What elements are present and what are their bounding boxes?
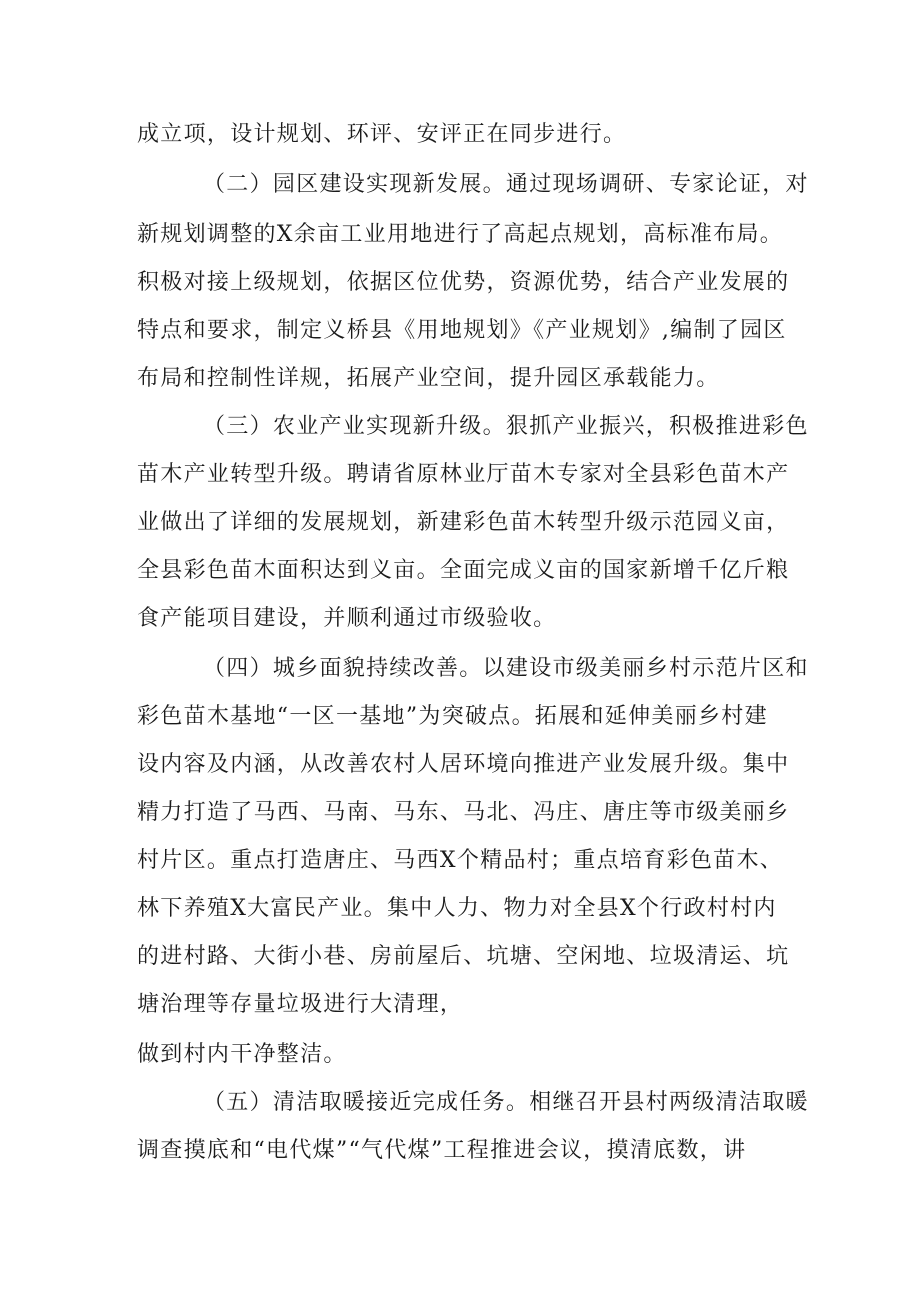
paragraph-heading-5: （五）清洁取暖接近完成任务。相继召开县村两级清洁取暖 xyxy=(203,1090,809,1115)
paragraph-heading-2: （二）园区建设实现新发展。通过现场调研、专家论证，对 xyxy=(203,172,809,197)
text-line: 塘治理等存量垃圾进行大清理， xyxy=(137,992,464,1017)
text-line: 做到村内干净整洁。 xyxy=(137,1042,347,1067)
text-line: 全县彩色苗木面积达到义亩。全面完成义亩的国家新增千亿斤粮 xyxy=(137,558,790,583)
text-line: 布局和控制性详规，拓展产业空间，提升园区承载能力。 xyxy=(137,366,720,391)
text-line: 积极对接上级规划，依据区位优势，资源优势，结合产业发展的 xyxy=(137,270,790,295)
text-line: 林下养殖X大富民产业。集中人力、物力对全县X个行政村村内 xyxy=(137,896,777,921)
text-line: 彩色苗木基地“一区一基地”为突破点。拓展和延伸美丽乡村建 xyxy=(137,704,768,729)
text-line: 调查摸底和“电代煤”“气代煤”工程推进会议，摸清底数，讲 xyxy=(137,1138,747,1163)
text-line: 精力打造了马西、马南、马东、马北、冯庄、唐庄等市级美丽乡 xyxy=(137,800,790,825)
paragraph-heading-3: （三）农业产业实现新升级。狠抓产业振兴，积极推进彩色 xyxy=(203,414,809,439)
text-line: 业做出了详细的发展规划，新建彩色苗木转型升级示范园义亩， xyxy=(137,510,790,535)
text-line: 食产能项目建设，并顺利通过市级验收。 xyxy=(137,606,557,631)
text-line: 成立项，设计规划、环评、安评正在同步进行。 xyxy=(137,122,627,147)
text-line: 特点和要求，制定义桥县《用地规划》《产业规划》,编制了园区 xyxy=(137,318,787,343)
text-line: 村片区。重点打造唐庄、马西X个精品村；重点培育彩色苗木、 xyxy=(137,848,784,873)
text-line: 设内容及内涵，从改善农村人居环境向推进产业发展升级。集中 xyxy=(137,752,790,777)
text-line: 苗木产业转型升级。聘请省原林业厅苗木专家对全县彩色苗木产 xyxy=(137,462,790,487)
paragraph-heading-4: （四）城乡面貌持续改善。以建设市级美丽乡村示范片区和 xyxy=(203,656,809,681)
text-line: 的进村路、大街小巷、房前屋后、坑塘、空闲地、垃圾清运、坑 xyxy=(137,944,790,969)
text-line: 新规划调整的X余亩工业用地进行了高起点规划，高标准布局。 xyxy=(137,222,784,247)
